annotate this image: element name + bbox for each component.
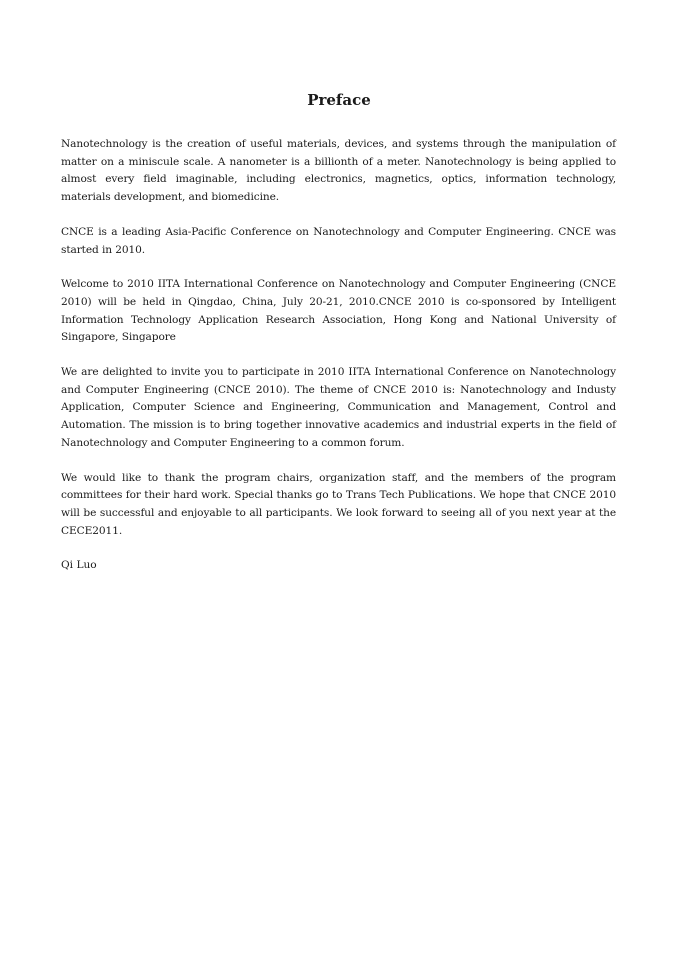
page-title: Preface xyxy=(307,91,371,109)
document-body xyxy=(61,136,616,575)
paragraph-intro: Nanotechnology is the creation of useful materials, devices, and systems through the manipulation of matter on a miniscule scale. A nanometer is a billionth of a meter. Nanotechnology is being applied to almost every field imaginable, including electronics, magnetics, optics, information technology, materials development, and biomedicine. xyxy=(61,138,616,204)
paragraph-about-cnce: CNCE is a leading Asia-Pacific Conference on Nanotechnology and Computer Engineering. CNCE was started in 2010. xyxy=(61,225,616,256)
signature: Qi Luo xyxy=(61,559,97,572)
paragraph-welcome: Welcome to 2010 IITA International Conference on Nanotechnology and Computer Engineering (CNCE 2010) will be held in Qingdao, China, July 20-21, 2010.CNCE 2010 is co-sponsored by Intelligent Information Technology Application Research Association, Hong Kong and National University of Singapore, Singapore xyxy=(61,278,616,344)
paragraph-thanks: We would like to thank the program chairs, organization staff, and the members of the program committees for their hard work. Special thanks go to Trans Tech Publications. We hope that CNCE 2010 will be successful and enjoyable to all participants. We look forward to seeing all of you next year at the CECE2011. xyxy=(61,471,616,537)
paragraph-invitation: We are delighted to invite you to participate in 2010 IITA International Conference on Nanotechnology and Computer Engineering (CNCE 2010). The theme of CNCE 2010 is: Nanotechnology and Industy Application, Computer Science and Engineering, Communication and Management, Control and Automation. The mission is to bring together innovative academics and industrial experts in the field of Nanotechnology and Computer Engineering to a common forum. xyxy=(61,366,616,449)
